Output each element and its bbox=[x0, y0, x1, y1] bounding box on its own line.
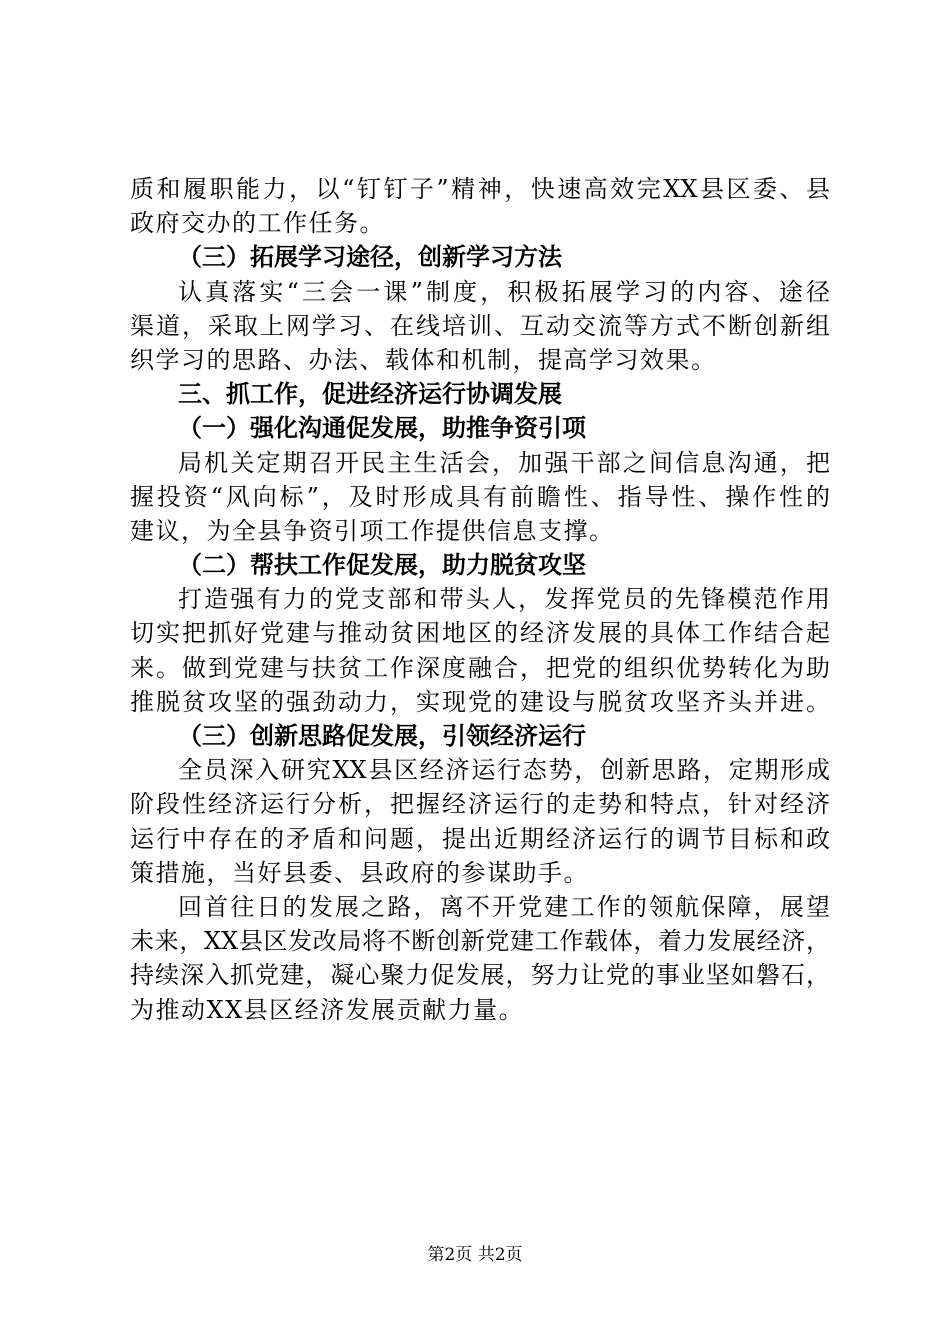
body-text-line: 握投资“风向标”，及时形成具有前瞻性、指导性、操作性的 bbox=[130, 482, 830, 511]
document-body bbox=[130, 172, 830, 1027]
section-heading: 三、抓工作，促进经济运行协调发展 bbox=[178, 380, 562, 409]
body-text-line: 局机关定期召开民主生活会，加强干部之间信息沟通，把 bbox=[178, 448, 830, 477]
section-heading: （一）强化沟通促发展，助推争资引项 bbox=[178, 414, 586, 443]
body-text-line: 质和履职能力，以“钉钉子”精神，快速高效完XX县区委、县 bbox=[130, 175, 830, 203]
body-text-line: 渠道，采取上网学习、在线培训、互动交流等方式不断创新组 bbox=[130, 311, 830, 340]
body-text-line: 认真落实“三会一课”制度，积极拓展学习的内容、途径 bbox=[178, 277, 830, 306]
body-text-line: 政府交办的工作任务。 bbox=[130, 209, 385, 238]
body-text-line: 未来，XX县区发改局将不断创新党建工作载体，着力发展经济， bbox=[130, 927, 830, 956]
body-text-line: 为推动XX县区经济发展贡献力量。 bbox=[130, 995, 525, 1024]
body-text-line: 全员深入研究XX县区经济运行态势，创新思路，定期形成 bbox=[178, 756, 830, 785]
section-heading: （三）拓展学习途径，创新学习方法 bbox=[178, 243, 562, 272]
body-text-line: 策措施，当好县委、县政府的参谋助手。 bbox=[130, 858, 589, 887]
body-text-line: 阶段性经济运行分析，把握经济运行的走势和特点，针对经济 bbox=[130, 790, 830, 819]
section-heading: （三）创新思路促发展，引领经济运行 bbox=[178, 722, 586, 750]
body-text-line: 运行中存在的矛盾和问题，提出近期经济运行的调节目标和政 bbox=[130, 824, 830, 853]
body-text-line: 持续深入抓党建，凝心聚力促发展，努力让党的事业坚如磐石， bbox=[130, 961, 830, 990]
body-text-line: 织学习的思路、办法、载体和机制，提高学习效果。 bbox=[130, 345, 717, 374]
body-text-line: 回首往日的发展之路，离不开党建工作的领航保障，展望 bbox=[178, 892, 830, 921]
body-text-line: 切实把抓好党建与推动贫困地区的经济发展的具体工作结合起 bbox=[130, 619, 830, 648]
section-heading: （二）帮扶工作促发展，助力脱贫攻坚 bbox=[178, 551, 586, 580]
page-footer: 第2页 共2页 bbox=[427, 1245, 523, 1265]
body-text-line: 来。做到党建与扶贫工作深度融合，把党的组织优势转化为助 bbox=[130, 653, 830, 682]
body-text-line: 建议，为全县争资引项工作提供信息支撑。 bbox=[130, 516, 615, 545]
body-text-line: 打造强有力的党支部和带头人，发挥党员的先锋模范作用 bbox=[178, 585, 830, 614]
body-text-line: 推脱贫攻坚的强劲动力，实现党的建设与脱贫攻坚齐头并进。 bbox=[130, 687, 830, 716]
